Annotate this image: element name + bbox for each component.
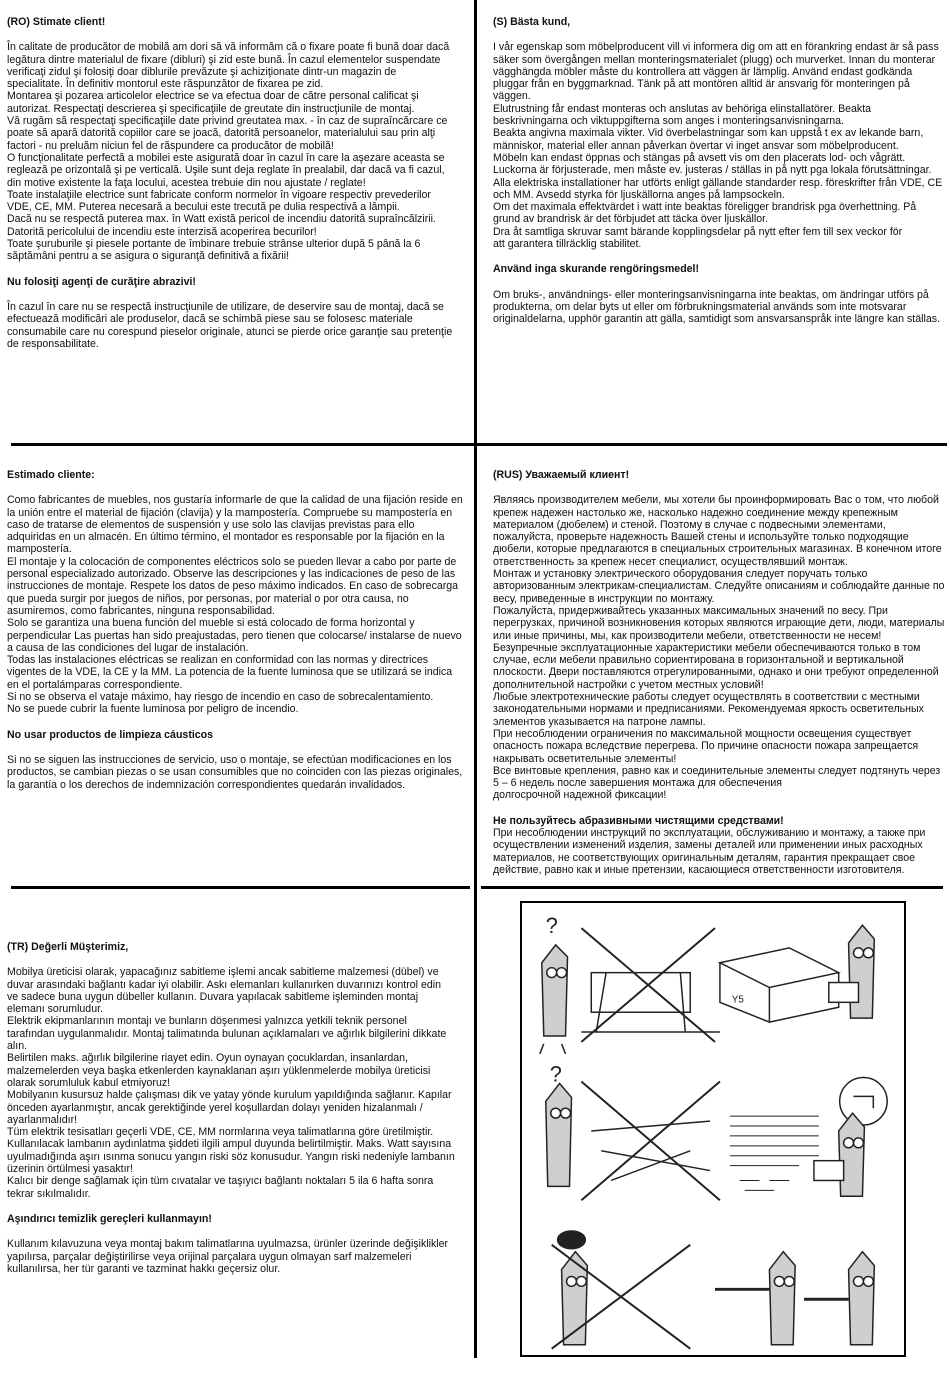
tr-body: Mobilya üreticisi olarak, yapacağınız sabitleme işlemi ancak sabitleme malzemesi (dübel) ve duvar arasındaki bağlantı kadar iyi olabilir. Askı elemanları kullanırken duvarınızı kontrol edin ve sadece buna uygun dübeller kullanın. Duvara yapılacak sabitleme işleminden montaj elemanı sorumludur. Elektrik ekipmanlarının montajı ve bunların döşenmesi yalnızca yetkili teknik personel tarafından uygulanmalıdır. Montaj talimatında bulunan açıklamaları ve ağırlık bilgilerini dikkate alın. Belirtilen maks. ağırlık bilgilerine riayet edin. Oyun oynayan çocuklardan, insanlardan, malzemelerden veya başka etkenlerden kaynaklanan aşırı yüklenmelerde mobilya üreticisi olarak sorumluluk kabul etmiyoruz! Mobilyanın kusursuz halde çalışması dik ve yatay yönde kurulum yapıldığında sağlanır. Kapılar önceden ayarlanmıştır, ancak gerektiğinde yerel koşullardan dolayı yeniden hizalanmalı / ayarlanmalıdır! Tüm elektrik tesisatları geçerli VDE, CE, MM normlarına veya talimatlarına göre üretilmiştir. Kullanılacak lambanın aydınlatma şiddeti ilgili ampul duyunda belirtilmiştir. Maks. Watt sayısına uyulmadığında aşırı ısınma sonucu yangın riski söz konusudur. Yangın riski nedeniyle lambanın üzerinin örtülmesi yasaktır! Kalıcı bir denge sağlamak için tüm cıvatalar ve taşıyıcı bağlantı noktaları 5 ila 6 hafta sonra tekrar sıkılmalıdır. — [7, 966, 455, 1200]
tr-closing: Kullanım kılavuzuna veya montaj bakım talimatlarına uyulmazsa, ürünler üzerinde değişiklikler yapılırsa, parçalar değiştirilirse veya orijinal parçalara uygun olmayan sarf malzemeleri kullanılırsa, her tür garanti ve tazminat hakkı geçersiz olur. — [7, 1238, 449, 1275]
figure-with-drill — [804, 1252, 874, 1345]
ru-section — [493, 469, 947, 876]
svg-text:Y5: Y5 — [731, 994, 744, 1006]
crossed-out-parts — [581, 928, 720, 1042]
se-closing: Om bruks-, användnings- eller monteringsanvisningarna inte beaktas, om ändringar utförs på produkterna, om delar byts ut eller om förbrukningsmaterial används som inte motsvarar originaldelarna, upphör garantin att gälla, samtidigt som ansvarsanspråk inte längre kan ställas. — [493, 288, 940, 326]
organized-parts — [730, 1116, 819, 1190]
horizontal-divider-2-right — [481, 886, 943, 889]
ro-title: (RO) Stimate client! — [7, 16, 106, 28]
box-with-parts — [720, 948, 839, 1022]
tr-warning: Aşındırıcı temizlik gereçleri kullanmayın! — [7, 1212, 212, 1225]
horizontal-divider-2-left — [11, 886, 470, 889]
es-body: Como fabricantes de muebles, nos gustaría informarle de que la calidad de una fijación reside en la unión entre el material de fijación (clavija) y la mampostería. Compruebe su mampostería en caso de tratarse de elementos de suspensión y use solo las clavijas previstas para ello adquiridas en un almacén. En último término, el montador es responsable por la fijación en la mampostería. El montaje y la colocación de componentes eléctricos solo se pueden llevar a cabo por parte de personal especializado autorizado. Observe las descripciones y las indicaciones de peso de las instrucciones de montaje. Respete los datos de peso máximo indicados. En caso de sobrecarga que pueda surgir por juegos de niños, por personas, por material o por otra causa, no asumiremos, como fabricantes, ninguna responsabilidad. Solo se garantiza una buena función del mueble si está colocado de forma horizontal y perpendicular Las puertas han sido preajustadas, pero tienen que colocarse/ instalarse de nuevo a causa de las condiciones del lugar de instalación. Todas las instalaciones eléctricas se realizan en conformidad con las normas y directrices vigentes de la VDE, la CE y la MM. La potencia de la fuente luminosa que se utilizará se indica en el portalámparas correspondiente. Si no se observa el vataje máximo, hay riesgo de incendio en caso de sobrecalentamiento. No se puede cubrir la fuente luminosa por peligro de incendio. — [7, 494, 463, 716]
ro-closing: În cazul în care nu se respectă instrucţiunile de utilizare, de deservire sau de montaj, dacă se efectuează modificări ale produselor, dacă se schimbă piese sau se folosesc materiale consumabile care nu corespund pieselor originale, atunci se pierde orice garanţie sau pretenţie de responsabilitate. — [7, 300, 453, 350]
es-title: Estimado cliente: — [7, 469, 95, 481]
ro-warning: Nu folosiţi agenţi de curăţire abrazivi! — [7, 275, 196, 288]
se-section — [493, 16, 945, 326]
se-title: (S) Bästa kund, — [493, 16, 571, 28]
ro-section — [7, 16, 455, 350]
figure-reading-2 — [814, 1113, 864, 1196]
ru-title: (RUS) Уважаемый клиент! — [493, 469, 630, 481]
horizontal-divider-1 — [11, 443, 947, 446]
assembly-illustration — [522, 903, 904, 1355]
tr-section — [7, 941, 455, 1275]
tr-title: (TR) Değerli Müşterimiz, — [7, 941, 129, 953]
figure-with-screwdriver — [715, 1252, 795, 1345]
figure-confused-1 — [540, 913, 568, 1054]
es-section — [7, 469, 463, 791]
se-body: I vår egenskap som möbelproducent vill vi informera dig om att en förankring endast är så pass säker som övergången mellan monteringsmaterialet (plugg) och murverket. Innan du monterar vägghängda möbler måste du kontrollera att väggen är lämplig. Använd endast godkända pluggar från en byggmarknad. Tänk på att montören alltid är ansvarig för monteringen på väggen. Elutrustning får endast monteras och anslutas av behöriga elinstallatörer. Beakta beskrivningarna och viktuppgifterna som anges i monteringsanvisningarna. Beakta angivna maximala vikter. Vid överbelastningar som kan uppstå t ex av lekande barn, människor, material eller annan påverkan övertar vi inget ansvar som möbelproducent. Möbeln kan endast öppnas och stängas på avsett vis om den placerats lod- och vågrätt. Luckorna är förjusterade, men måste ev. justeras / ställas in på nytt pga lokala förutsättningar. Alla elektriska installationer har utförts enligt gällande standarder resp. föreskrifter från VDE, CE och MM. Avsedd styrka för ljuskällorna anges på lampsockeln. Om det maximala effektvärdet i watt inte beaktas föreligger brandrisk pga överhettning. På grund av brandrisk är det förbjudet att täcka över ljuskällor. Dra åt samtliga skruvar samt bärande kopplingsdelar på nytt efter fem till sex veckor för att garantera tillräcklig stabilitet. — [493, 41, 943, 251]
figure-confused-2 — [546, 1061, 572, 1186]
vertical-divider — [474, 0, 477, 1358]
ru-body: Являясь производителем мебели, мы хотели бы проинформировать Вас о том, что любой крепеж надежен настолько же, насколько надежно соединение между крепежным материалом (дюбелем) и стеной. Поэтому в случае с подвесными элементами, пожалуйста, проверьте надежность Вашей стены и используйте только подходящие дюбели, которые предлагаются в специальных строительных магазинах. В конечном итоге ответственность за крепеж несет специалист, осуществлявший монтаж. Монтаж и установку электрического оборудования следует поручать только авторизованным электрикам-специалистам. Следуйте описаниям и соблюдайте данные по весу, приведенные в инструкции по монтажу. Пожалуйста, придерживайтесь указанных максимальных значений по весу. При перегрузках, причиной возникновения которых являются играющие дети, люди, материалы или иные причины, мы, как производители мебели, ответственности не несем! Безупречные эксплуатационные характеристики мебели обеспечиваются только в том случае, если мебели правильно сориентирована в горизонтальной и вертикальной плоскости. Двери поставляются отрегулированными, однако и они требуют определенной дополнительной настройки с учетом местных условий! Любые электротехнические работы следует осуществлять в соответствии с местными законодательными нормами и предписаниями. Рекомендуемая яркость осветительных элементов указывается на патроне лампы. При несоблюдении ограничения по максимальной мощности освещения существует опасность пожара вследствие перегрева. По причине опасности пожара запрещается накрывать осветительные элементы! Все винтовые крепления, равно как и соединительные элементы следует подтянуть через 5 – 6 недель после завершения монтажа для обеспечения долгосрочной надежной фиксации! — [493, 494, 945, 802]
es-closing: Si no se siguen las instrucciones de servicio, uso o montaje, se efectúan modificaciones en los productos, se cambian piezas o se usan consumibles que no coinciden con las piezas originales, la garantía o los derechos de indemnización correspondientes quedarán invalidados. — [7, 753, 463, 791]
es-warning: No usar productos de limpieza cáusticos — [7, 728, 214, 741]
ru-closing: При несоблюдении инструкций по эксплуатации, обслуживанию и монтажу, а также при осуществлении изменений изделия, замены деталей или применении иных расходных материалов, не соответствующих оригинальным деталям, гарантия прекращает свое действие, равно как и иные претензии, касающиеся ответственности изготовителя. — [493, 827, 926, 876]
ro-body: În calitate de producător de mobilă am dori să vă informăm că o fixare poate fi bună doar dacă legătura dintre materialul de fixare (dibluri) şi zid este bună. În cazul elementelor suspendate verificaţi zidul şi folosiţi doar diblurile prevăzute şi achiziţionate dintr-un magazin de specialitate. În definitiv montorul este răspunzător de fixarea pe zid. Montarea şi pozarea articolelor electrice se va efectua doar de către personal calificat şi autorizat. Respectaţi descrierea şi specificaţiile de greutate din instrucţiunile de montaj. Vă rugăm să respectaţi specificaţiile date privind greutatea max. - în caz de supraîncărcare ce poate să apară datorită copiilor care se joacă, datorită persoanelor, materialului sau prin alţi factori - nu preluăm niciun fel de răspundere ca producător de mobilă! O funcţionalitate perfectă a mobilei este asigurată doar în cazul în care la aşezare aceasta se reglează pe orizontală şi pe verticală. Uşile sunt deja reglate în prealabil, dar dacă va fi cazul, din motive existente la faţa locului, acestea trebuie din nou ajustate / reglate! Toate instalaţiile electrice sunt fabricate conform normelor în vigoare respectiv prevederilor VDE, CE, MM. Puterea necesară a becului este trecută pe dulia respectivă a lămpii. Dacă nu se respectă puterea max. în Watt există pericol de incendiu datorită supraîncălzirii. Datorită pericolului de incendiu este interzisă acoperirea becurilor! Toate şuruburile şi piesele portante de îmbinare trebuie strânse ulterior după 5 până la 6 săptămâni pentru a se asigura o siguranţă definitivă a fixării! — [7, 41, 450, 263]
assembly-illustration-panel — [520, 901, 906, 1357]
ru-warning: Не пользуйтесь абразивными чистящими средствами! — [493, 814, 784, 827]
svg-text:?: ? — [549, 1061, 562, 1087]
speech-bubble — [840, 1078, 888, 1126]
se-warning: Använd inga skurande rengöringsmedel! — [493, 263, 700, 276]
figure-angry — [552, 1231, 691, 1349]
svg-text:?: ? — [545, 913, 558, 939]
crossed-out-parts-2 — [581, 1081, 720, 1200]
